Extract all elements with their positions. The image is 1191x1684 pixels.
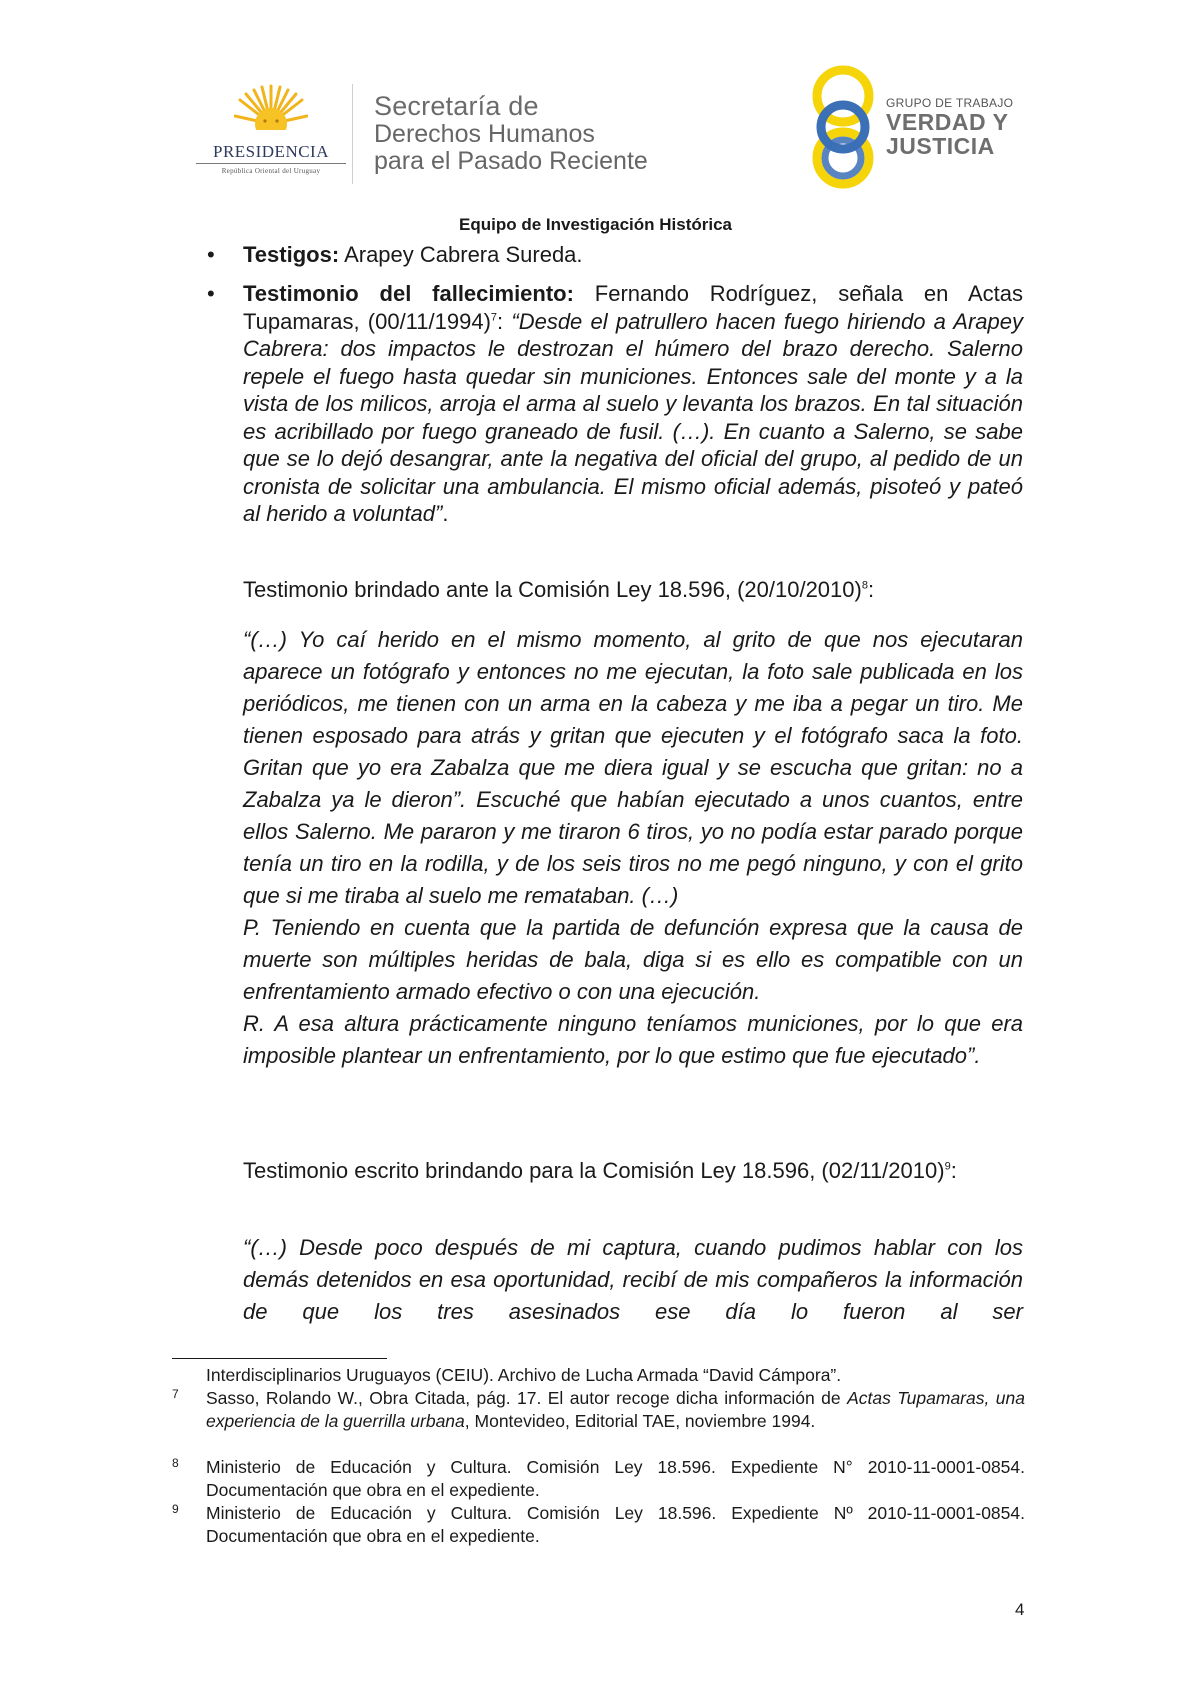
logo-line2: VERDAD Y xyxy=(886,109,1009,135)
testimony1-intro xyxy=(243,576,1023,604)
page-number: 4 xyxy=(1015,1600,1025,1619)
footnote-9: Ministerio de Educación y Cultura. Comisión Ley 18.596. Expediente Nº 2010-11-0001-0854. Documentación que obra en el expediente. xyxy=(206,1503,1025,1546)
colon: : xyxy=(950,1158,957,1183)
death-testimony-lead: Fernando Rodríguez, señala en Actas Tupamaras, (00/11/1994) xyxy=(243,281,1023,334)
quote-paragraph: “(…) Desde poco después de mi captura, cuando pudimos hablar con los demás detenidos en esa oportunidad, recibí de mis compañeros la información de que los tres asesinados ese día lo fueron al ser xyxy=(243,1235,1023,1324)
presidencia-name: PRESIDENCIA xyxy=(212,142,329,161)
footnote-separator xyxy=(172,1358,387,1359)
footnote-7-post: , Montevideo, Editorial TAE, noviembre 1994. xyxy=(464,1411,816,1431)
witnesses-text: Arapey Cabrera Sureda. xyxy=(344,242,583,267)
testimony2-intro xyxy=(243,1156,1023,1185)
sun-of-may-icon xyxy=(234,84,308,144)
colon: : xyxy=(497,308,504,334)
death-testimony-quote: “Desde el patrullero hacen fuego hiriendo a Arapey Cabrera: dos impactos le destrozan el húmero del brazo derecho. Salerno repele el fuego hasta quedar sin municiones. Entonces sale del monte y a la vista de los milicos, arroja el arma al suelo y levanta los brazos. En tal situación es acribillado por fuego graneado de fusil. (…). En cuanto a Salerno, se sabe que se lo dejó desangrar, ante la negativa del oficial del grupo, al pedido de un cronista de solicitar una ambulancia. El mismo oficial además, pisoteó y pateó al herido a voluntad” xyxy=(243,308,1023,526)
footnote-ref-8: 8 xyxy=(861,579,868,592)
colon: : xyxy=(867,577,875,602)
bullet-marker: • xyxy=(207,281,215,306)
footnote-8: Ministerio de Educación y Cultura. Comisión Ley 18.596. Expediente N° 2010-11-0001-0854. Documentación que obra en el expediente. xyxy=(206,1457,1025,1500)
presidencia-logo xyxy=(196,84,346,184)
death-testimony-item xyxy=(243,280,1023,528)
quote-paragraph: “(…) Yo caí herido en el mismo momento, al grito de que nos ejecutaran aparece un fotógrafo y entonces no me ejecutan, la foto sale publicada en los periódicos, me tienen con un arma en la cabeza y me iba a pegar un tiro. Me tienen esposado para atrás y gritan que ejecuten y el fotógrafo saca la foto. Gritan que yo era Zabalza que me diera igual y se escucha que gritan: no a Zabalza ya le dieron”. Escuché que habían ejecutado a unos cuantos, entre ellos Salerno. Me pararon y me tiraron 6 tiros, yo no podía estar parado porque tenía un tiro en la rodilla, y de los seis tiros no me pegó ninguno, y con el grito que si me tiraba al suelo me remataban. (…) xyxy=(243,627,1023,908)
team-title: Equipo de Investigación Histórica xyxy=(459,215,732,234)
death-testimony-label: Testimonio del fallecimiento: xyxy=(243,281,574,306)
logo-line3: JUSTICIA xyxy=(886,133,995,159)
period: . xyxy=(442,501,449,526)
witnesses-label: Testigos: xyxy=(243,242,340,267)
footnote-7-pre: Sasso, Rolando W., Obra Citada, pág. 17. El autor recoge dicha información de xyxy=(206,1388,848,1408)
presidencia-subtitle: República Oriental del Uruguay xyxy=(221,167,321,175)
testimony2-quote xyxy=(243,1232,1023,1328)
logo-line1: GRUPO DE TRABAJO xyxy=(886,96,1014,110)
footnote-7 xyxy=(206,1387,1025,1433)
secretaria-line3: para el Pasado Reciente xyxy=(374,147,648,175)
quote-question: P. Teniendo en cuenta que la partida de defunción expresa que la causa de muerte son múltiples heridas de bala, diga si es ello es compatible con un enfrentamiento armado efectivo o con una ejecución. xyxy=(243,915,1023,1004)
secretaria-line2: Derechos Humanos xyxy=(374,120,595,148)
testimony1-intro-text: Testimonio brindado ante la Comisión Ley 18.596, (20/10/2010) xyxy=(243,577,862,602)
quote-answer: R. A esa altura prácticamente ninguno teníamos municiones, por lo que era imposible plantear un enfrentamiento, por lo que estimo que fue ejecutado”. xyxy=(243,1011,1023,1068)
secretaria-line1: Secretaría de xyxy=(374,91,539,121)
divider xyxy=(196,163,346,164)
witnesses-item xyxy=(243,241,1023,269)
testimony1-quote xyxy=(243,624,1023,1072)
footnote-7-title: Actas Tupamaras, una experiencia de la guerrilla urbana xyxy=(206,1388,1025,1431)
footnote-ref-7: 7 xyxy=(490,311,498,324)
footnote-number: 8 xyxy=(172,1456,179,1470)
secretaria-title xyxy=(374,92,648,175)
testimony2-intro-text: Testimonio escrito brindando para la Comisión Ley 18.596, (02/11/2010) xyxy=(243,1158,945,1183)
interlocked-rings-icon xyxy=(808,62,878,192)
footnote-ref-9: 9 xyxy=(944,1160,951,1173)
footnote-number: 7 xyxy=(172,1387,179,1401)
verdad-justicia-logo xyxy=(808,62,1038,192)
header-divider xyxy=(352,84,353,184)
footnote-number: 9 xyxy=(172,1502,179,1516)
footnote-continued: Interdisciplinarios Uruguayos (CEIU). Archivo de Lucha Armada “David Cámpora”. xyxy=(206,1365,842,1385)
bullet-marker: • xyxy=(207,242,215,267)
